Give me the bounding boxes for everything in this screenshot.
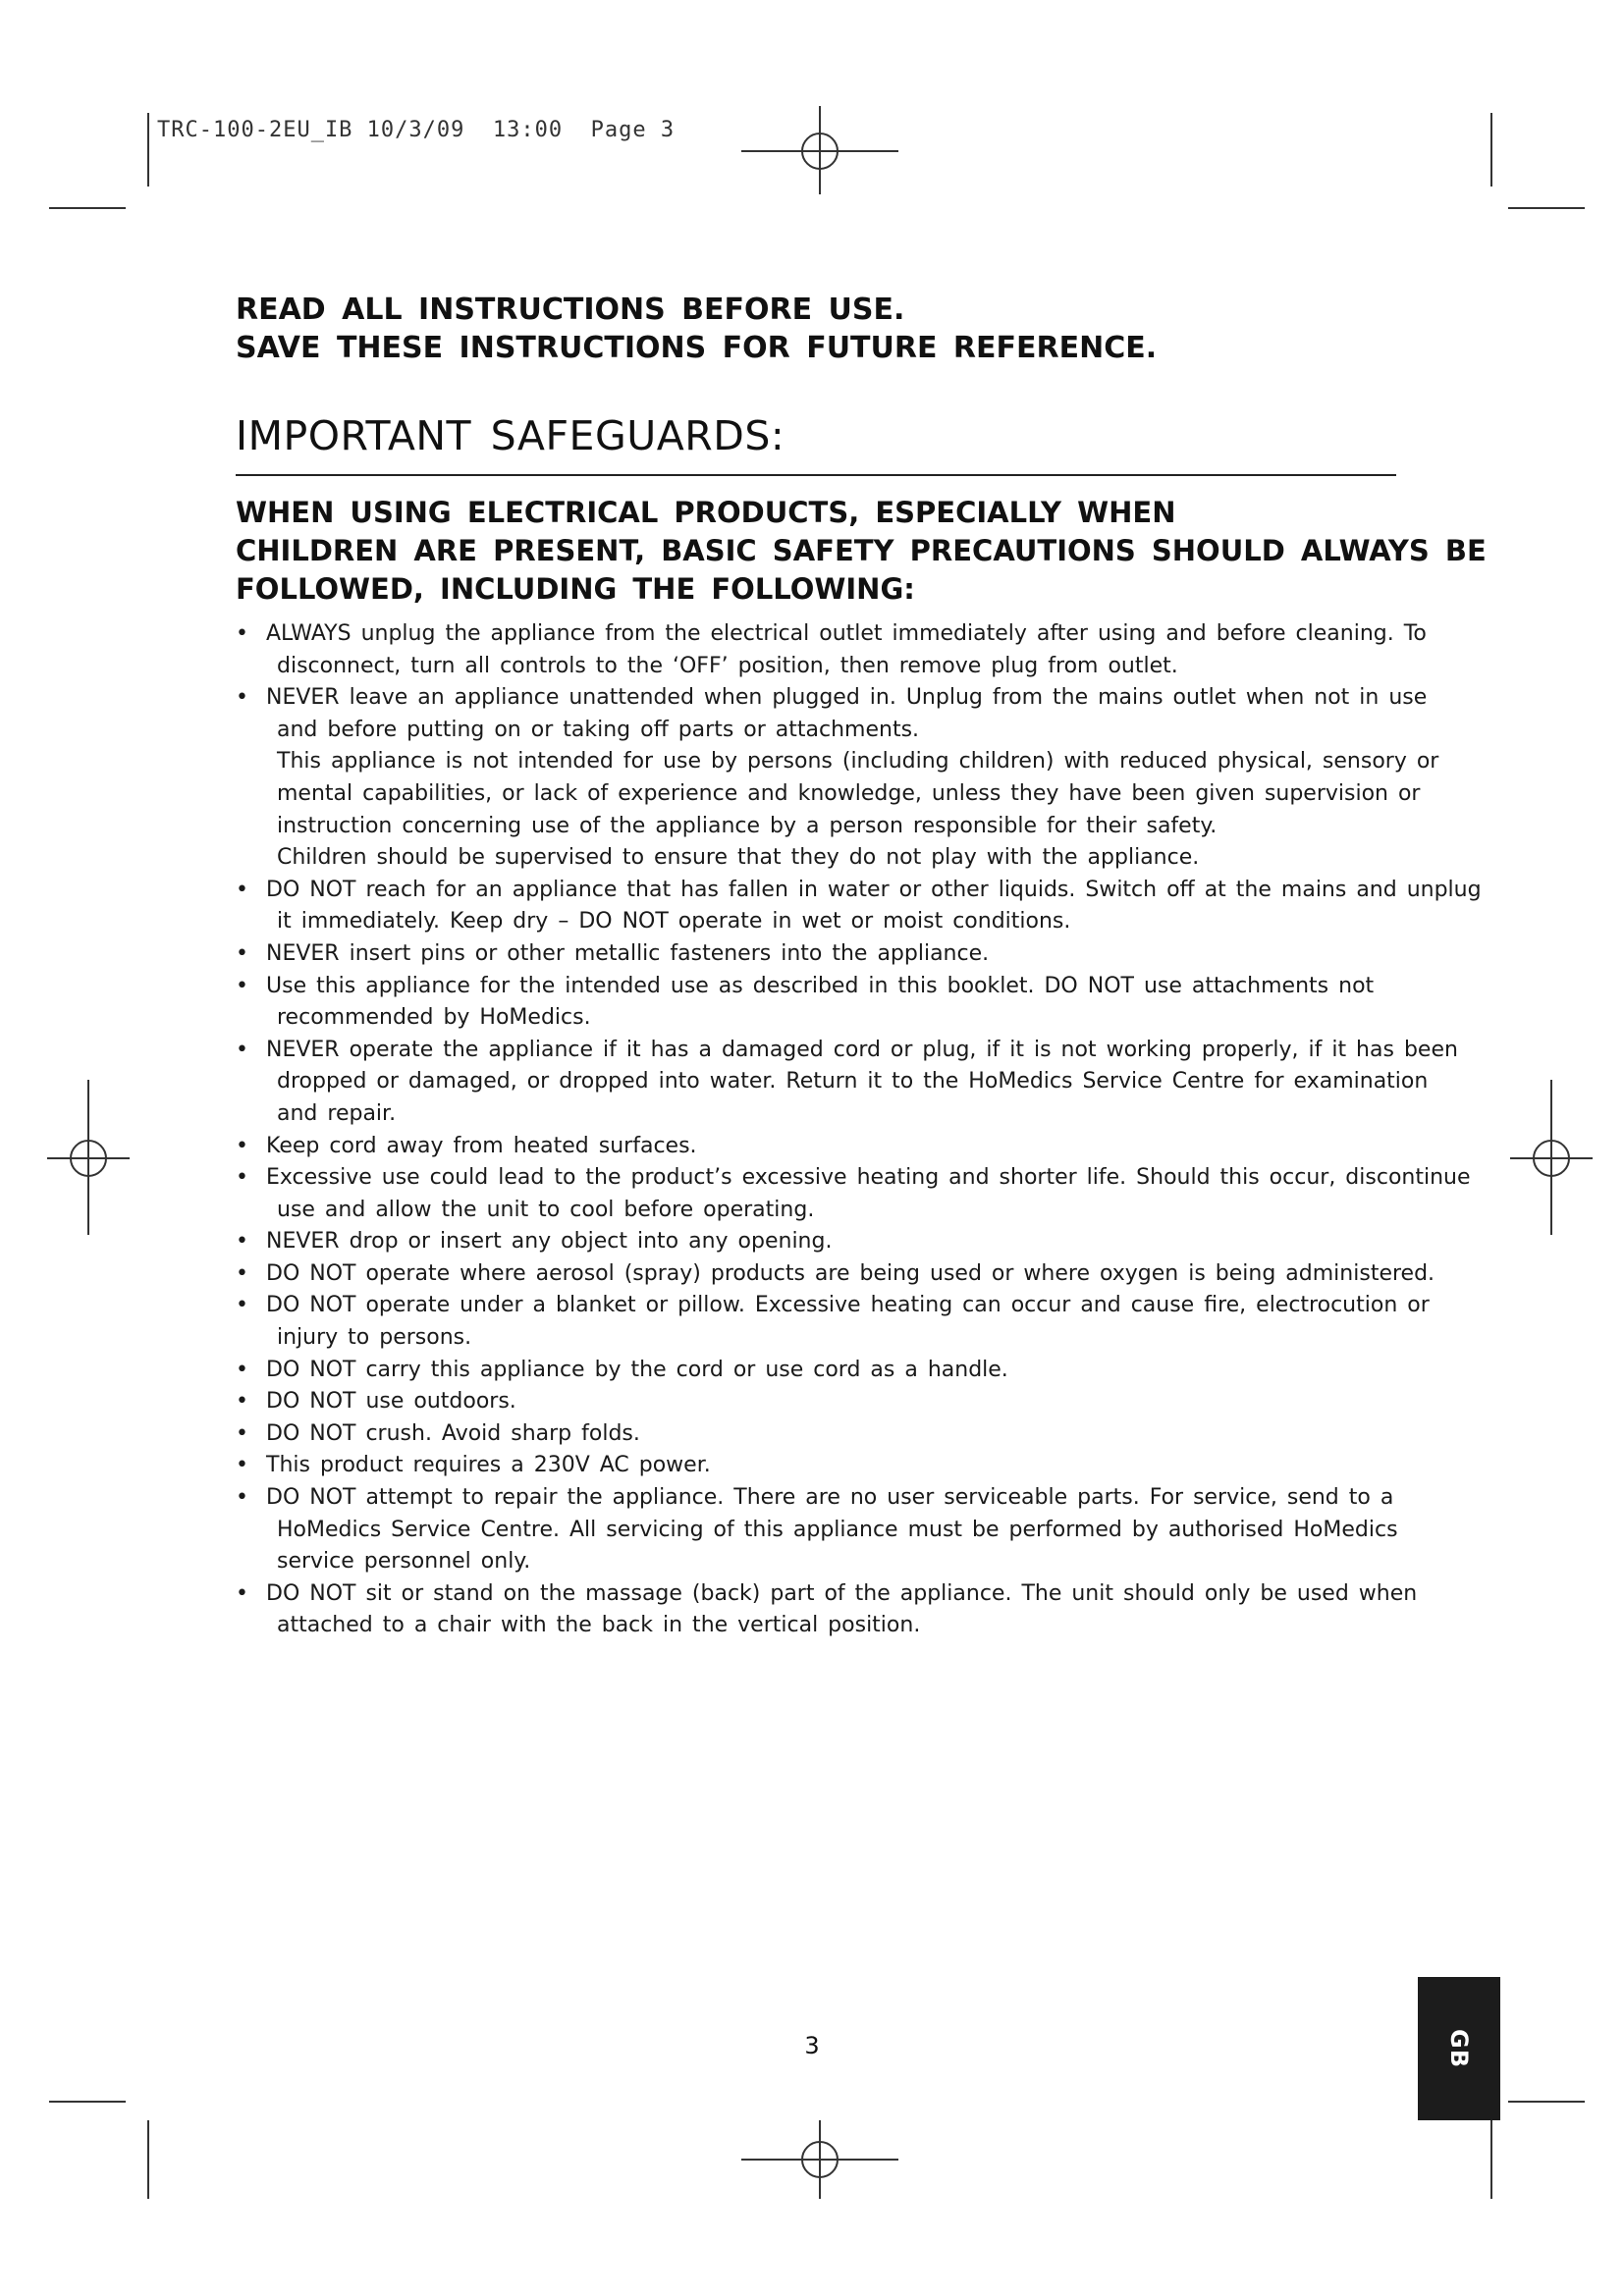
- instruction-line-save: SAVE THESE INSTRUCTIONS FOR FUTURE REFERENCE.: [236, 331, 1158, 365]
- list-item-line: This appliance is not intended for use by persons (including children) with reduced physical, sensory or: [277, 749, 1439, 774]
- bullet-glyph: •: [236, 1229, 248, 1255]
- list-item: [236, 1386, 1522, 1418]
- list-item-line: use and allow the unit to cool before operating.: [277, 1197, 815, 1222]
- bullet-glyph: •: [236, 1580, 248, 1606]
- list-item: [236, 1258, 1522, 1291]
- list-item-line: NEVER leave an appliance unattended when plugged in. Unplug from the mains outlet when not in use: [266, 685, 1428, 711]
- list-item-line: DO NOT operate where aerosol (spray) products are being used or where oxygen is being administered.: [266, 1260, 1435, 1286]
- bullet-glyph: •: [236, 1420, 248, 1446]
- registration-mark-top: [741, 106, 898, 194]
- page-number: 3: [804, 2032, 820, 2059]
- list-item-line: dropped or damaged, or dropped into water. Return it to the HoMedics Service Centre for examination: [277, 1069, 1429, 1095]
- list-item: [236, 1482, 1522, 1578]
- list-item-line: and repair.: [277, 1100, 397, 1126]
- list-item: [236, 682, 1522, 875]
- list-item-line: injury to persons.: [277, 1325, 472, 1351]
- list-item-line: DO NOT reach for an appliance that has fallen in water or other liquids. Switch off at the mains and unplug: [266, 877, 1482, 902]
- page-title: IMPORTANT SAFEGUARDS:: [236, 412, 785, 459]
- instruction-line-read: READ ALL INSTRUCTIONS BEFORE USE.: [236, 293, 905, 327]
- list-item-line: DO NOT sit or stand on the massage (back) part of the appliance. The unit should only be used when: [266, 1580, 1418, 1606]
- title-rule: [236, 474, 1396, 476]
- list-item-line: HoMedics Service Centre. All servicing of this appliance must be performed by authorised HoMedics: [277, 1517, 1398, 1542]
- list-item-line: instruction concerning use of the appliance by a person responsible for their safety.: [277, 813, 1218, 838]
- bullet-glyph: •: [236, 1133, 248, 1158]
- bullet-glyph: •: [236, 1293, 248, 1318]
- bullet-glyph: •: [236, 1389, 248, 1415]
- list-item-line: DO NOT carry this appliance by the cord or use cord as a handle.: [266, 1357, 1008, 1382]
- list-item-line: disconnect, turn all controls to the ‘OFF’ position, then remove plug from outlet.: [277, 653, 1178, 678]
- list-item-line: service personnel only.: [277, 1549, 531, 1575]
- registration-mark-left: [47, 1080, 130, 1235]
- list-item-line: DO NOT attempt to repair the appliance. There are no user serviceable parts. For service, send to a: [266, 1485, 1394, 1511]
- list-item-line: NEVER operate the appliance if it has a damaged cord or plug, if it is not working properly, if it has been: [266, 1037, 1458, 1062]
- bullet-glyph: •: [236, 1453, 248, 1478]
- registration-mark-bottom: [741, 2120, 898, 2199]
- bullet-glyph: •: [236, 1357, 248, 1382]
- list-item-line: DO NOT crush. Avoid sharp folds.: [266, 1420, 640, 1446]
- list-item: [236, 1226, 1522, 1258]
- subheading: [236, 494, 1522, 609]
- bullet-glyph: •: [236, 940, 248, 966]
- list-item-line: NEVER drop or insert any object into any opening.: [266, 1229, 833, 1255]
- list-item-line: Keep cord away from heated surfaces.: [266, 1133, 697, 1158]
- list-item-line: recommended by HoMedics.: [277, 1005, 591, 1031]
- list-item-line: NEVER insert pins or other metallic fasteners into the appliance.: [266, 940, 990, 966]
- bullet-glyph: •: [236, 621, 248, 646]
- list-item-line: Children should be supervised to ensure that they do not play with the appliance.: [277, 845, 1200, 871]
- bullet-glyph: •: [236, 685, 248, 711]
- list-item: [236, 971, 1522, 1035]
- list-item-line: it immediately. Keep dry – DO NOT operate in wet or moist conditions.: [277, 909, 1071, 934]
- list-item: [236, 1450, 1522, 1482]
- bullet-glyph: •: [236, 1260, 248, 1286]
- language-tab-label: GB: [1445, 2029, 1473, 2068]
- list-item-line: Use this appliance for the intended use as described in this booklet. DO NOT use attachments not: [266, 973, 1375, 998]
- registration-mark-right: [1510, 1080, 1593, 1235]
- list-item-line: and before putting on or taking off parts or attachments.: [277, 717, 920, 742]
- subheading-line: CHILDREN ARE PRESENT, BASIC SAFETY PRECAUTIONS SHOULD ALWAYS BE: [236, 534, 1487, 567]
- list-item-line: DO NOT use outdoors.: [266, 1389, 516, 1415]
- list-item: [236, 1578, 1522, 1642]
- list-item-line: Excessive use could lead to the product’s excessive heating and shorter life. Should this occur, discontinue: [266, 1165, 1471, 1191]
- bullet-glyph: •: [236, 1165, 248, 1191]
- list-item: [236, 1355, 1522, 1387]
- list-item: [236, 938, 1522, 971]
- list-item: [236, 618, 1522, 682]
- list-item: [236, 1290, 1522, 1354]
- bullet-glyph: •: [236, 1037, 248, 1062]
- main-content: [236, 291, 1522, 1642]
- list-item: [236, 1418, 1522, 1451]
- subheading-line: WHEN USING ELECTRICAL PRODUCTS, ESPECIALLY WHEN: [236, 496, 1176, 529]
- list-item: [236, 1131, 1522, 1163]
- list-item-line: mental capabilities, or lack of experience and knowledge, unless they have been given supervision or: [277, 780, 1421, 806]
- safeguards-list: [236, 618, 1522, 1642]
- print-slug: TRC-100-2EU_IB 10/3/09 13:00 Page 3: [157, 118, 676, 142]
- list-item-line: DO NOT operate under a blanket or pillow. Excessive heating can occur and cause fire, electrocution or: [266, 1293, 1430, 1318]
- list-item-line: ALWAYS unplug the appliance from the electrical outlet immediately after using and before cleaning. To: [266, 621, 1427, 646]
- bullet-glyph: •: [236, 877, 248, 902]
- list-item-line: attached to a chair with the back in the vertical position.: [277, 1613, 921, 1638]
- subheading-line: FOLLOWED, INCLUDING THE FOLLOWING:: [236, 572, 915, 606]
- list-item: [236, 875, 1522, 938]
- bullet-glyph: •: [236, 1485, 248, 1511]
- list-item-line: This product requires a 230V AC power.: [266, 1453, 711, 1478]
- list-item: [236, 1035, 1522, 1131]
- language-tab: [1418, 1977, 1500, 2120]
- list-item: [236, 1162, 1522, 1226]
- bullet-glyph: •: [236, 973, 248, 998]
